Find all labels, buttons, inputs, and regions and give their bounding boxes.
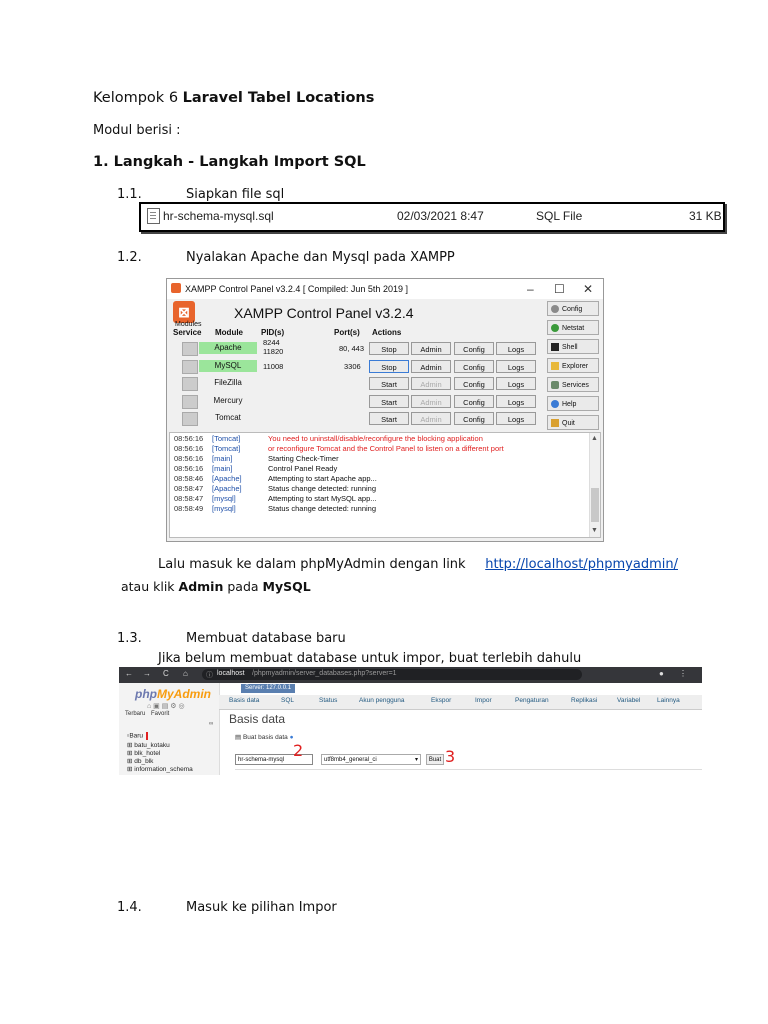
config-button[interactable]: Config <box>454 360 494 373</box>
window-titlebar <box>167 279 603 299</box>
annotation-number: 2 <box>293 741 304 760</box>
admin-button: Admin <box>411 377 451 390</box>
module-pid: 11008 <box>263 362 284 371</box>
module-name: Mercury <box>213 396 243 405</box>
annotation-number: 3 <box>445 747 456 766</box>
folder-icon <box>551 362 559 370</box>
service-header: Service <box>173 328 202 337</box>
help-icon <box>551 400 559 408</box>
favorite-tab[interactable]: Favorit <box>151 711 170 717</box>
module-header: Module <box>215 328 243 337</box>
text: pada <box>227 579 259 594</box>
text: atau klik <box>121 579 175 594</box>
service-checkbox[interactable] <box>182 412 198 426</box>
divider <box>235 769 702 770</box>
mysql-emphasis: MySQL <box>262 579 311 594</box>
logs-button[interactable]: Logs <box>496 412 536 425</box>
admin-button: Admin <box>411 412 451 425</box>
phpmyadmin-screenshot <box>119 667 702 775</box>
back-icon[interactable]: ← <box>125 669 133 678</box>
port-header: Port(s) <box>334 328 360 337</box>
reload-icon[interactable]: C <box>163 669 169 678</box>
tree-item[interactable]: ⊞ db_blk <box>127 758 154 765</box>
tree-item-new[interactable]: ▫Baru <box>127 732 148 740</box>
module-port: 3306 <box>344 362 361 371</box>
quick-icons[interactable]: ⌂ ▣ ▤ ⚙ ◎ <box>147 703 185 710</box>
section-title: 1. Langkah - Langkah Import SQL <box>93 154 366 170</box>
tab-replication[interactable]: Replikasi <box>571 697 598 704</box>
config-button[interactable]: Config <box>454 377 494 390</box>
pma-tabs <box>219 695 702 710</box>
instruction-paragraph <box>158 557 678 572</box>
logs-button[interactable]: Logs <box>496 342 536 355</box>
url-host: localhost <box>217 670 245 677</box>
maximize-icon[interactable]: ☐ <box>554 282 565 296</box>
address-bar[interactable] <box>202 669 582 680</box>
side-button-label: Explorer <box>562 363 589 370</box>
link-icon[interactable]: ∞ <box>209 721 214 727</box>
side-button-label: Netstat <box>562 325 585 332</box>
start-button[interactable]: Start <box>369 377 409 390</box>
service-checkbox[interactable] <box>182 377 198 391</box>
tab-databases[interactable]: Basis data <box>229 697 260 704</box>
file-type: SQL File <box>536 209 583 223</box>
stop-button[interactable]: Stop <box>369 342 409 355</box>
db-icon: ▤ <box>235 734 243 741</box>
module-name: Apache <box>199 342 257 354</box>
create-db-button[interactable]: Buat <box>426 754 444 765</box>
recent-tab[interactable]: Terbaru <box>125 711 146 717</box>
step-label: Nyalakan Apache dan Mysql pada XAMPP <box>186 250 455 265</box>
xampp-logo-icon: ⊠ <box>173 301 195 323</box>
file-name: hr-schema-mysql.sql <box>163 209 274 223</box>
document-title: Laravel Tabel Locations <box>182 90 375 106</box>
tree-item[interactable]: ⊞ blk_hotel <box>127 750 161 757</box>
forward-icon[interactable]: → <box>143 669 151 678</box>
intro-text: Modul berisi : <box>93 123 181 138</box>
tab-import[interactable]: Impor <box>475 697 492 704</box>
panel-title: XAMPP Control Panel v3.2.4 <box>234 305 414 321</box>
step-label: Siapkan file sql <box>186 187 285 202</box>
services-button[interactable] <box>547 377 599 392</box>
config-button[interactable]: Config <box>454 342 494 355</box>
service-checkbox[interactable] <box>182 342 198 356</box>
step-number: 1.3. <box>117 631 142 646</box>
globe-icon <box>551 324 559 332</box>
help-button[interactable] <box>547 396 599 411</box>
log-panel[interactable]: 08:56:16 [Tomcat] You need to uninstall/disable/reconfigure the blocking application 08:56:16 [Tomcat] or reconfigure Tomcat and the Control Panel to listen on a different port 08:56:16 [main] Starting Check-Timer 08:56:16 [main] Control Panel Ready 08:58:46 [Apache] Attempting to start Apache app... 08:58:47 [Apache] Status change detected: running 08:58:47 [mysql] Attempting to start MySQL app... 08:58:49 [mysql] Status change detected: running ▲ ▼ <box>169 432 601 538</box>
step-label: Membuat database baru <box>186 631 346 646</box>
side-button-label: Shell <box>562 344 578 351</box>
actions-header: Actions <box>372 328 402 337</box>
explorer-button[interactable] <box>547 358 599 373</box>
group-label: Kelompok 6 <box>93 90 179 106</box>
help-icon: ● <box>287 734 294 741</box>
side-button-label: Help <box>562 401 577 408</box>
terminal-icon <box>551 343 559 351</box>
admin-emphasis: Admin <box>178 579 224 594</box>
side-button-label: Services <box>562 382 589 389</box>
module-pid: 8244 11820 <box>263 338 284 356</box>
collation-select[interactable]: utf8mb4_general_ci ▾ <box>321 754 421 765</box>
config-side-button[interactable] <box>547 301 599 316</box>
file-date: 02/03/2021 8:47 <box>397 209 484 223</box>
logs-button[interactable]: Logs <box>496 395 536 408</box>
quit-button[interactable] <box>547 415 599 430</box>
file-row[interactable] <box>139 202 725 232</box>
step-number: 1.2. <box>117 250 142 265</box>
door-icon <box>551 419 559 427</box>
instruction-text: Lalu masuk ke dalam phpMyAdmin dengan link <box>158 557 466 572</box>
pid-header: PID(s) <box>261 328 285 337</box>
menu-icon[interactable]: ⋮ <box>679 669 687 678</box>
scroll-up-icon[interactable]: ▲ <box>591 435 598 442</box>
browser-toolbar <box>119 667 702 683</box>
admin-button[interactable]: Admin <box>411 342 451 355</box>
tab-accounts[interactable]: Akun pengguna <box>359 697 405 704</box>
tab-settings[interactable]: Pengaturan <box>515 697 549 704</box>
service-checkbox[interactable] <box>182 360 198 374</box>
tab-sql[interactable]: SQL <box>281 697 295 704</box>
module-name: MySQL <box>199 360 257 372</box>
file-icon <box>147 208 160 224</box>
admin-button: Admin <box>411 395 451 408</box>
stop-button[interactable]: Stop <box>369 360 409 373</box>
info-icon: ⓘ <box>206 672 213 679</box>
logs-button[interactable]: Logs <box>496 360 536 373</box>
tab-variables[interactable]: Variabel <box>617 697 641 704</box>
logs-button[interactable]: Logs <box>496 377 536 390</box>
netstat-button[interactable] <box>547 320 599 335</box>
tab-export[interactable]: Ekspor <box>431 697 452 704</box>
xampp-window <box>166 278 604 542</box>
config-button[interactable]: Config <box>454 412 494 425</box>
scroll-down-icon[interactable]: ▼ <box>591 527 598 534</box>
wrench-icon <box>551 305 559 313</box>
modules-header: Modules <box>175 321 202 328</box>
side-button-label: Config <box>562 306 583 313</box>
module-name: FileZilla <box>214 378 242 387</box>
pma-logo: phpMyAdmin <box>135 687 211 701</box>
db-name-input[interactable]: hr-schema-mysql <box>235 754 313 765</box>
tree-item[interactable]: ⊞ batu_kotaku <box>127 742 170 749</box>
step-label: Masuk ke pilihan Impor <box>186 900 337 915</box>
close-icon[interactable]: ✕ <box>583 282 594 296</box>
server-breadcrumb[interactable]: Server: 127.0.0.1 <box>241 684 295 693</box>
shell-button[interactable] <box>547 339 599 354</box>
url-path: /phpmyadmin/server_databases.php?server=1 <box>252 670 397 677</box>
create-db-label: ▤ Buat basis data ● <box>235 734 294 741</box>
window-title: XAMPP Control Panel v3.2.4 [ Compiled: Jun 5th 2019 ] <box>185 284 408 294</box>
admin-button[interactable]: Admin <box>411 360 451 373</box>
xampp-small-icon <box>171 283 181 293</box>
service-checkbox[interactable] <box>182 395 198 409</box>
services-icon <box>551 381 559 389</box>
file-size: 31 KB <box>689 209 722 223</box>
minimize-icon[interactable]: – <box>527 282 534 296</box>
pma-heading: Basis data <box>229 712 286 726</box>
step-number: 1.4. <box>117 900 142 915</box>
pma-sidebar <box>119 683 220 775</box>
config-button[interactable]: Config <box>454 395 494 408</box>
module-name: Tomcat <box>215 413 241 422</box>
start-button[interactable]: Start <box>369 412 409 425</box>
side-button-label: Quit <box>562 420 575 427</box>
module-port: 80, 443 <box>339 344 365 353</box>
home-icon[interactable]: ⌂ <box>183 669 188 678</box>
tree-item[interactable]: ⊞ information_schema <box>127 766 193 773</box>
start-button[interactable]: Start <box>369 395 409 408</box>
instruction-line2 <box>121 579 311 594</box>
step-description: Jika belum membuat database untuk impor, buat terlebih dahulu <box>158 651 582 666</box>
document-heading <box>93 90 374 106</box>
tab-status[interactable]: Status <box>319 697 338 704</box>
log-scrollbar[interactable] <box>589 433 600 537</box>
chevron-down-icon: ▾ <box>414 757 418 763</box>
profile-icon[interactable]: ● <box>659 669 664 678</box>
tab-more[interactable]: Lainnya <box>657 697 680 704</box>
scroll-thumb[interactable] <box>591 488 599 522</box>
phpmyadmin-link[interactable]: http://localhost/phpmyadmin/ <box>485 557 678 572</box>
step-number: 1.1. <box>117 187 142 202</box>
